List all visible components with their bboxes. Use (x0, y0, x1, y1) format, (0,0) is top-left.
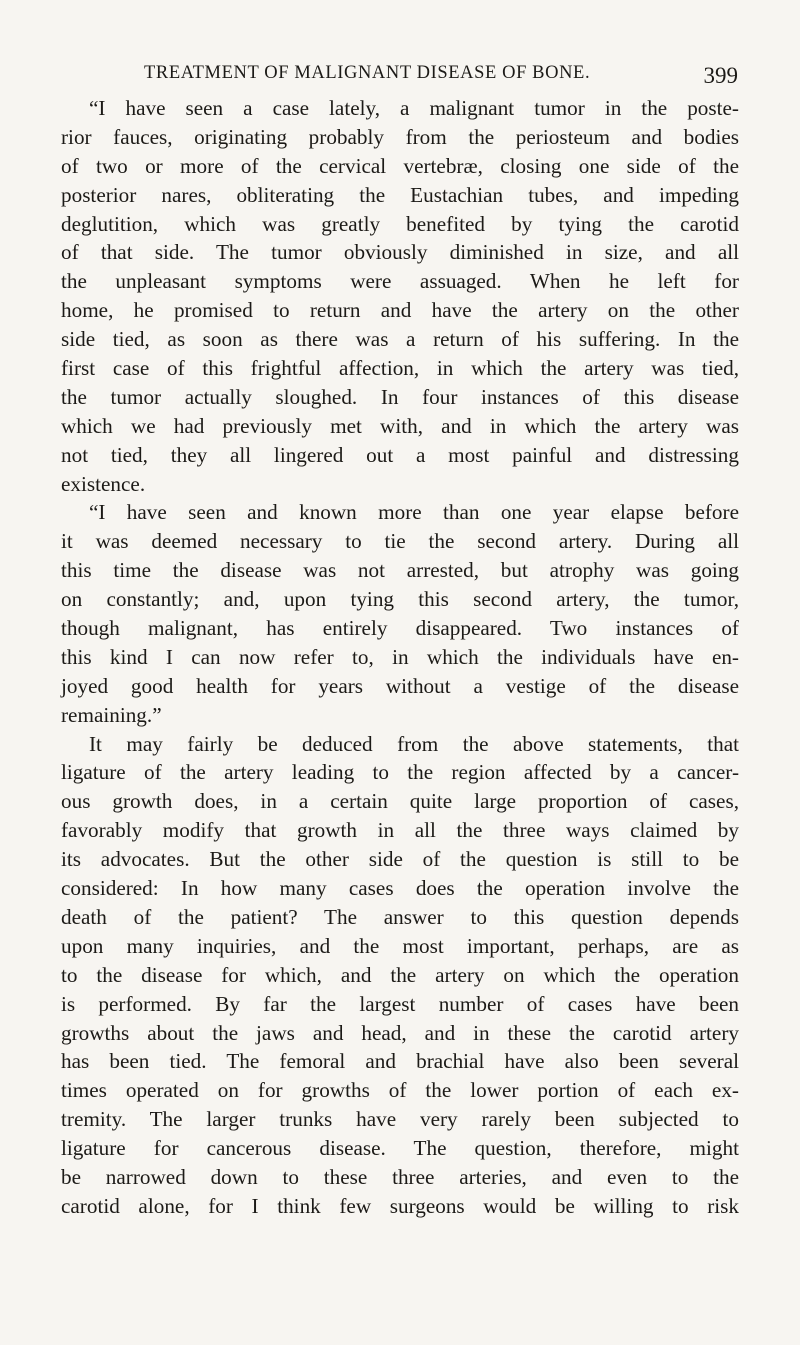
text-line: on constantly; and, upon tying this second artery, the tumor, (61, 587, 739, 612)
text-line: the tumor actually sloughed. In four instances of this disease (61, 384, 739, 409)
text-line: which we had previously met with, and in which the artery was (61, 413, 739, 438)
text-line: “I have seen and known more than one year elapse before (89, 500, 739, 525)
text-line: this kind I can now refer to, in which the individuals have en- (61, 644, 739, 669)
page-number: 399 (703, 63, 738, 88)
text-line: ous growth does, in a certain quite large proportion of cases, (61, 789, 739, 814)
running-title: TREATMENT OF MALIGNANT DISEASE OF BONE. (144, 63, 591, 83)
text-line: its advocates. But the other side of the question is still to be (61, 847, 739, 872)
text-line: though malignant, has entirely disappeared. Two instances of (61, 616, 739, 641)
text-line: remaining.” (61, 702, 162, 727)
text-line: death of the patient? The answer to this question depends (61, 904, 739, 929)
text-line: of two or more of the cervical vertebræ, closing one side of the (61, 153, 739, 178)
text-line: ligature for cancerous disease. The question, therefore, might (61, 1136, 739, 1161)
text-line: the unpleasant symptoms were assuaged. When he left for (61, 269, 739, 294)
text-line: not tied, they all lingered out a most painful and distressing (61, 442, 739, 467)
text-line: has been tied. The femoral and brachial have also been several (61, 1049, 739, 1074)
text-line: upon many inquiries, and the most important, perhaps, are as (61, 933, 739, 958)
running-header (60, 60, 740, 90)
text-line: “I have seen a case lately, a malignant tumor in the poste- (89, 96, 739, 120)
text-line: to the disease for which, and the artery on which the operation (61, 962, 739, 987)
text-line: it was deemed necessary to tie the second artery. During all (61, 529, 739, 554)
text-line: carotid alone, for I think few surgeons would be willing to risk (61, 1193, 739, 1218)
text-line: posterior nares, obliterating the Eustachian tubes, and impeding (61, 182, 739, 207)
body-text (61, 94, 739, 1221)
text-line: be narrowed down to these three arteries, and even to the (61, 1164, 739, 1189)
text-line: tremity. The larger trunks have very rarely been subjected to (61, 1107, 739, 1132)
text-line: rior fauces, originating probably from the periosteum and bodies (61, 124, 739, 149)
text-line: ligature of the artery leading to the region affected by a cancer- (61, 760, 739, 785)
text-line: this time the disease was not arrested, but atrophy was going (61, 558, 739, 583)
text-line: of that side. The tumor obviously diminished in size, and all (61, 240, 739, 265)
text-line: joyed good health for years without a vestige of the disease (61, 673, 739, 698)
text-line: growths about the jaws and head, and in these the carotid artery (61, 1020, 739, 1045)
text-line: deglutition, which was greatly benefited by tying the carotid (61, 211, 739, 236)
text-line: It may fairly be deduced from the above statements, that (89, 731, 739, 756)
text-line: first case of this frightful affection, in which the artery was tied, (61, 356, 739, 381)
text-line: considered: In how many cases does the operation involve the (61, 876, 739, 901)
text-line: times operated on for growths of the lower portion of each ex- (61, 1078, 739, 1103)
text-line: is performed. By far the largest number of cases have been (61, 991, 739, 1016)
text-line: favorably modify that growth in all the three ways claimed by (61, 818, 739, 843)
text-line: existence. (61, 471, 146, 496)
text-line: side tied, as soon as there was a return of his suffering. In the (61, 327, 739, 352)
text-line: home, he promised to return and have the artery on the other (61, 298, 739, 323)
